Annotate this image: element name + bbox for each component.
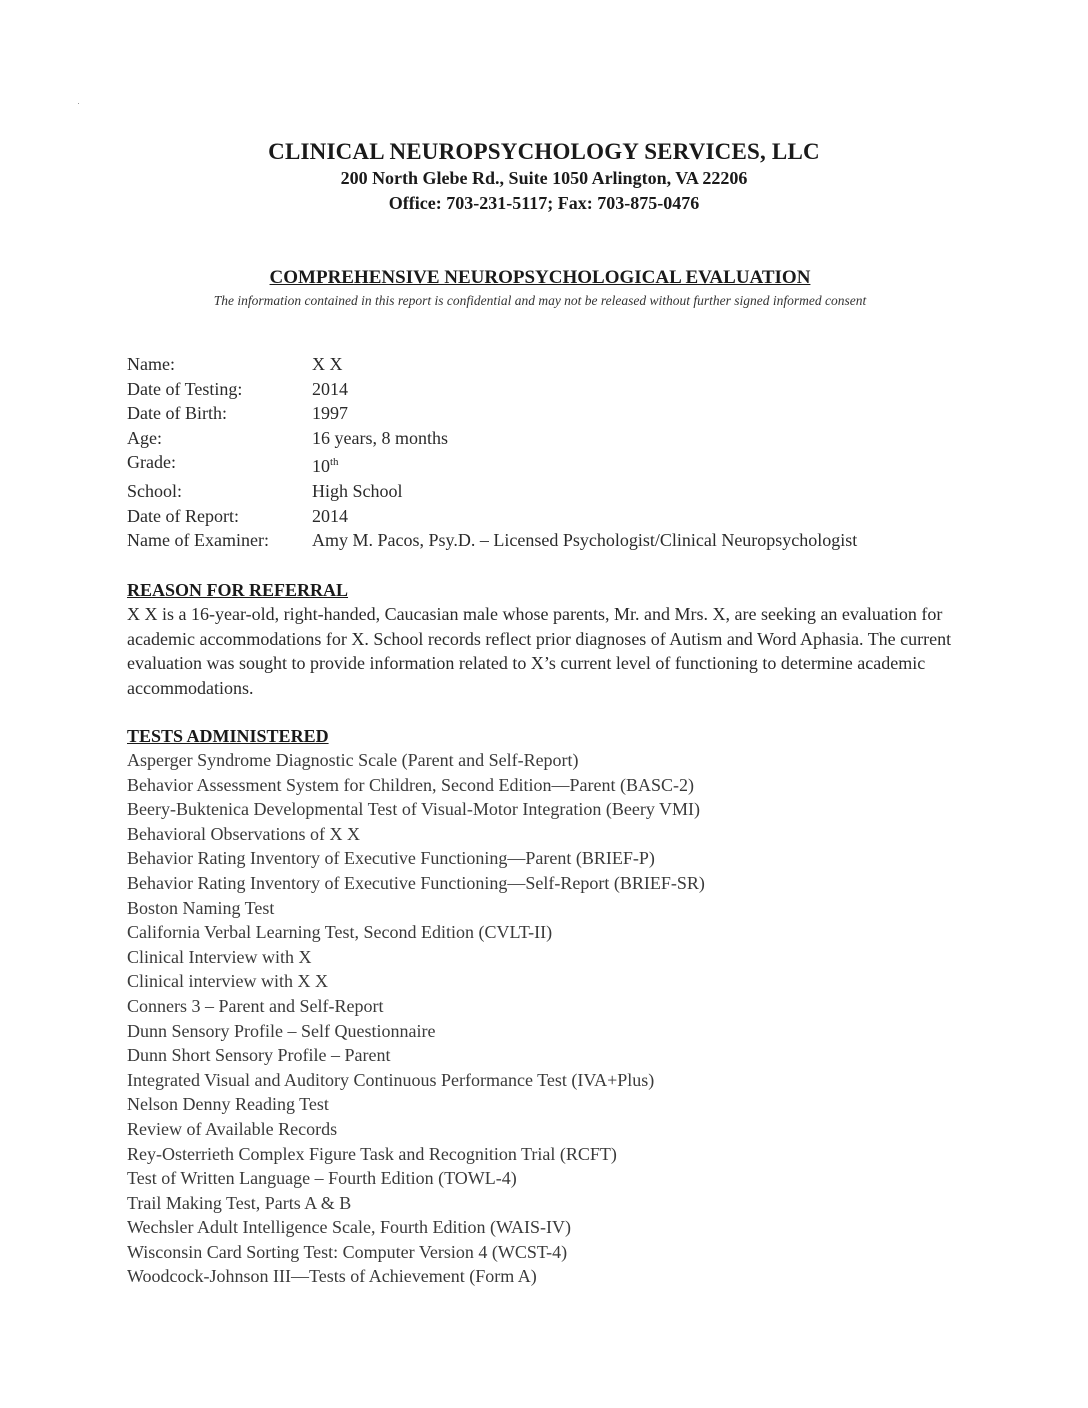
info-label: Date of Birth: [127, 403, 227, 424]
test-item: Wechsler Adult Intelligence Scale, Fourth Edition (WAIS-IV) [127, 1217, 571, 1238]
test-item: Clinical Interview with X [127, 946, 312, 967]
test-item: Conners 3 – Parent and Self-Report [127, 995, 384, 1016]
info-value-text: High School [312, 480, 403, 501]
patient-info-row [127, 450, 857, 479]
patient-info-row [127, 528, 857, 553]
organization-name: CLINICAL NEUROPSYCHOLOGY SERVICES, LLC [268, 139, 820, 164]
test-item: Behavior Rating Inventory of Executive Functioning—Self-Report (BRIEF-SR) [127, 872, 705, 893]
test-item: Behavior Rating Inventory of Executive Functioning—Parent (BRIEF-P) [127, 848, 655, 869]
test-item: Behavioral Observations of X X [127, 823, 360, 844]
info-label: School: [127, 480, 183, 501]
document-title-block [110, 266, 970, 311]
test-item: Test of Written Language – Fourth Edition (TOWL-4) [127, 1168, 517, 1189]
test-item: Dunn Sensory Profile – Self Questionnaire [127, 1020, 436, 1041]
info-value-text: 1997 [312, 403, 348, 424]
patient-info-table [127, 352, 857, 553]
document-title: COMPREHENSIVE NEUROPSYCHOLOGICAL EVALUATION [269, 267, 811, 288]
reason-for-referral-section [127, 578, 957, 700]
organization-address: 200 North Glebe Rd., Suite 1050 Arlington, VA 22206 [340, 168, 748, 188]
test-item: Nelson Denny Reading Test [127, 1094, 329, 1115]
info-value-text: 2014 [312, 378, 348, 399]
test-item: California Verbal Learning Test, Second Edition (CVLT-II) [127, 922, 553, 943]
test-item: Asperger Syndrome Diagnostic Scale (Parent and Self-Report) [127, 750, 579, 770]
referral-paragraph: X X is a 16-year-old, right-handed, Caucasian male whose parents, Mr. and Mrs. X, are seeking an evaluation for academic accommodations for X. School records reflect prior diagnoses of Autism and Word Aphasia. The current evaluation was sought to provide information related to X’s current level of functioning to determine academic accommodations. [127, 604, 952, 698]
patient-info-row [127, 504, 857, 529]
section-heading: TESTS ADMINISTERED [127, 726, 329, 746]
test-item: Review of Available Records [127, 1118, 338, 1139]
patient-info-row [127, 479, 857, 504]
info-value-text: X X [312, 354, 343, 374]
test-item: Dunn Short Sensory Profile – Parent [127, 1045, 391, 1066]
info-value [312, 450, 857, 479]
info-label: Date of Testing: [127, 378, 243, 399]
tests-administered-section [127, 724, 957, 1289]
info-value-text: Amy M. Pacos, Psy.D. – Licensed Psychologist/Clinical Neuropsychologist [312, 530, 858, 551]
patient-info-row [127, 352, 857, 377]
info-value-text: 2014 [312, 505, 348, 526]
confidentiality-notice: The information contained in this report is confidential and may not be released without further signed informed consent [213, 293, 867, 308]
test-item: Boston Naming Test [127, 897, 275, 918]
test-item: Trail Making Test, Parts A & B [127, 1192, 352, 1213]
letterhead [0, 138, 1088, 216]
info-value [312, 528, 857, 553]
scan-artifact [78, 103, 79, 104]
info-label: Date of Report: [127, 505, 239, 526]
info-label: Age: [127, 427, 162, 448]
test-item: Rey-Osterrieth Complex Figure Task and Recognition Trial (RCFT) [127, 1143, 617, 1164]
info-label: Name: [127, 354, 175, 374]
ordinal-suffix: th [330, 456, 339, 469]
test-item: Integrated Visual and Auditory Continuous Performance Test (IVA+Plus) [127, 1069, 655, 1090]
test-item: Clinical interview with X X [127, 971, 328, 992]
test-item: Beery-Buktenica Developmental Test of Visual-Motor Integration (Beery VMI) [127, 799, 701, 820]
test-item: Wisconsin Card Sorting Test: Computer Version 4 (WCST-4) [127, 1241, 568, 1262]
info-label: Grade: [127, 452, 176, 473]
info-value [312, 401, 857, 426]
info-label: Name of Examiner: [127, 530, 269, 551]
organization-contact: Office: 703-231-5117; Fax: 703-875-0476 [388, 193, 700, 213]
info-value [312, 504, 857, 529]
info-value [312, 479, 857, 504]
patient-info-row [127, 401, 857, 426]
test-item: Woodcock-Johnson III—Tests of Achievement (Form A) [127, 1266, 537, 1287]
patient-info-row [127, 377, 857, 402]
info-value-text: 16 years, 8 months [312, 427, 448, 448]
info-value-text: 10 [312, 456, 330, 477]
tests-list [127, 748, 957, 1289]
section-heading: REASON FOR REFERRAL [127, 580, 349, 600]
patient-info-row [127, 426, 857, 451]
info-value [312, 352, 857, 377]
info-value [312, 426, 857, 451]
test-item: Behavior Assessment System for Children, Second Edition—Parent (BASC-2) [127, 774, 694, 795]
info-value [312, 377, 857, 402]
